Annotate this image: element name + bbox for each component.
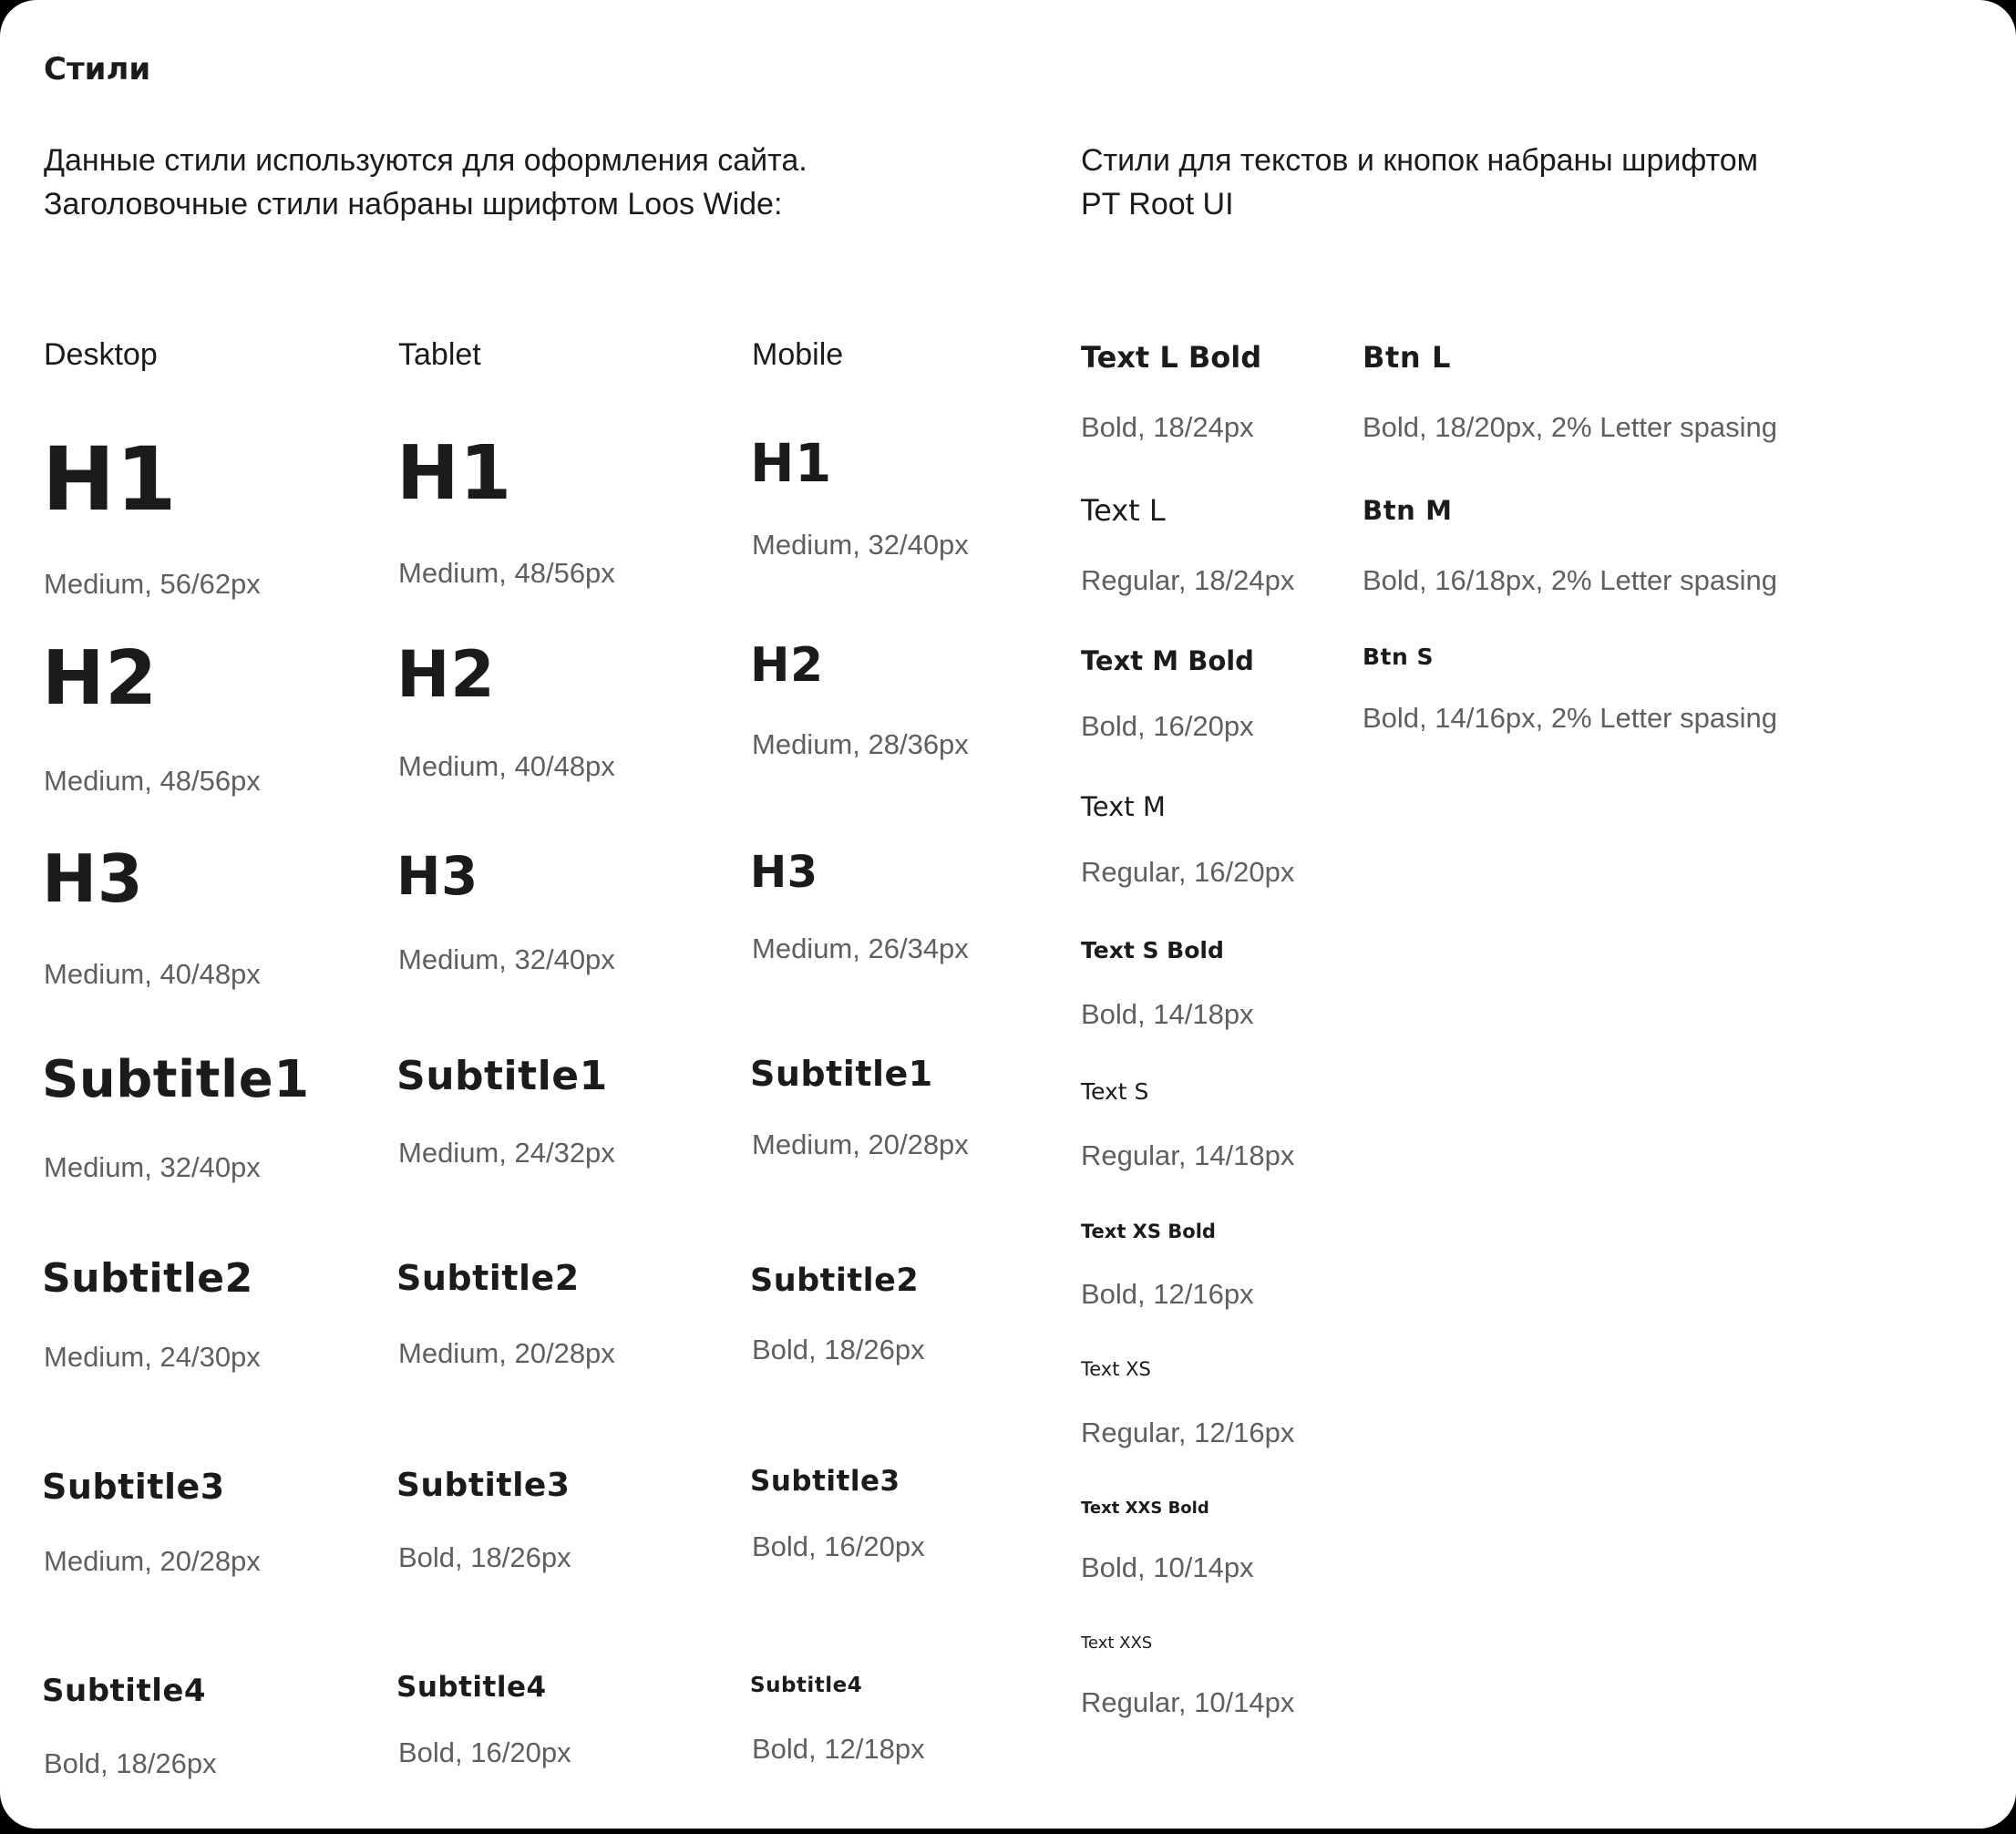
tablet-subtitle1-sample: Subtitle1 [396, 1053, 608, 1099]
intro-right-line-1: Стили для текстов и кнопок набраны шрифтом [1081, 143, 1759, 178]
tablet-h3-spec: Medium, 32/40px [398, 943, 615, 975]
intro-right [1081, 139, 1758, 226]
text-xxs-bold-sample: Text XXS Bold [1081, 1499, 1209, 1518]
tablet-subtitle1-spec: Medium, 24/32px [398, 1137, 615, 1169]
btn-m-sample: Btn M [1363, 495, 1453, 526]
tablet-h1-sample: H1 [396, 430, 512, 517]
desktop-subtitle2-sample: Subtitle2 [42, 1255, 253, 1302]
intro-left-line-2: Заголовочные стили набраны шрифтом Loos Wide: [44, 187, 783, 222]
text-m-sample: Text M [1081, 791, 1166, 822]
tablet-subtitle4-spec: Bold, 16/20px [398, 1736, 571, 1768]
tablet-subtitle3-sample: Subtitle3 [396, 1467, 571, 1504]
tablet-subtitle3-spec: Bold, 18/26px [398, 1541, 571, 1573]
text-l-bold-spec: Bold, 18/24px [1081, 411, 1254, 443]
text-xs-spec: Regular, 12/16px [1081, 1417, 1295, 1448]
page-title: Стили [44, 51, 151, 88]
desktop-h1-spec: Medium, 56/62px [44, 568, 261, 600]
desktop-subtitle3-sample: Subtitle3 [42, 1467, 225, 1507]
text-xs-sample: Text XS [1081, 1358, 1151, 1380]
tablet-h2-spec: Medium, 40/48px [398, 750, 615, 782]
desktop-h1-sample: H1 [42, 428, 178, 531]
desktop-h2-sample: H2 [42, 635, 158, 722]
text-m-bold-spec: Bold, 16/20px [1081, 710, 1254, 742]
mobile-h2-spec: Medium, 28/36px [752, 728, 969, 760]
intro-left [44, 139, 807, 226]
text-m-spec: Regular, 16/20px [1081, 856, 1295, 888]
desktop-subtitle2-spec: Medium, 24/30px [44, 1341, 261, 1373]
tablet-h1-spec: Medium, 48/56px [398, 557, 615, 589]
text-l-spec: Regular, 18/24px [1081, 564, 1295, 596]
desktop-subtitle1-sample: Subtitle1 [42, 1050, 310, 1109]
btn-s-spec: Bold, 14/16px, 2% Letter spasing [1363, 702, 1777, 734]
mobile-subtitle4-spec: Bold, 12/18px [752, 1733, 925, 1765]
desktop-h3-spec: Medium, 40/48px [44, 958, 261, 990]
tablet-h2-sample: H2 [396, 637, 496, 712]
mobile-subtitle3-spec: Bold, 16/20px [752, 1530, 925, 1562]
text-s-spec: Regular, 14/18px [1081, 1139, 1295, 1171]
mobile-subtitle3-sample: Subtitle3 [750, 1465, 900, 1498]
text-l-bold-sample: Text L Bold [1081, 340, 1262, 375]
mobile-subtitle2-sample: Subtitle2 [750, 1262, 920, 1299]
btn-s-sample: Btn S [1363, 644, 1435, 670]
btn-l-sample: Btn L [1363, 340, 1451, 375]
mobile-h3-spec: Medium, 26/34px [752, 932, 969, 964]
tablet-subtitle2-sample: Subtitle2 [396, 1258, 580, 1298]
tablet-subtitle4-sample: Subtitle4 [396, 1671, 547, 1704]
intro-right-line-2: PT Root UI [1081, 187, 1234, 222]
text-s-bold-sample: Text S Bold [1081, 937, 1224, 963]
text-s-sample: Text S [1081, 1078, 1149, 1105]
desktop-subtitle4-spec: Bold, 18/26px [44, 1747, 217, 1779]
desktop-h3-sample: H3 [42, 840, 144, 917]
column-header-mobile: Mobile [752, 337, 844, 372]
btn-m-spec: Bold, 16/18px, 2% Letter spasing [1363, 564, 1777, 596]
desktop-h2-spec: Medium, 48/56px [44, 765, 261, 797]
text-xxs-spec: Regular, 10/14px [1081, 1686, 1295, 1718]
column-header-desktop: Desktop [44, 337, 158, 372]
mobile-subtitle1-spec: Medium, 20/28px [752, 1128, 969, 1160]
text-xs-bold-sample: Text XS Bold [1081, 1221, 1216, 1242]
mobile-subtitle1-sample: Subtitle1 [750, 1054, 933, 1094]
tablet-subtitle2-spec: Medium, 20/28px [398, 1337, 615, 1369]
text-xxs-bold-spec: Bold, 10/14px [1081, 1551, 1254, 1583]
column-header-tablet: Tablet [398, 337, 481, 372]
mobile-h3-sample: H3 [750, 847, 818, 898]
text-s-bold-spec: Bold, 14/18px [1081, 998, 1254, 1030]
desktop-subtitle3-spec: Medium, 20/28px [44, 1545, 261, 1577]
intro-left-line-1: Данные стили используются для оформления сайта. [44, 143, 807, 178]
btn-l-spec: Bold, 18/20px, 2% Letter spasing [1363, 411, 1777, 443]
mobile-h2-sample: H2 [750, 638, 824, 693]
mobile-subtitle2-spec: Bold, 18/26px [752, 1334, 925, 1365]
desktop-subtitle1-spec: Medium, 32/40px [44, 1151, 261, 1183]
tablet-h3-sample: H3 [396, 845, 478, 907]
text-xxs-sample: Text XXS [1081, 1633, 1153, 1653]
desktop-subtitle4-sample: Subtitle4 [42, 1673, 207, 1709]
text-m-bold-sample: Text M Bold [1081, 645, 1254, 676]
mobile-h1-spec: Medium, 32/40px [752, 529, 969, 561]
mobile-h1-sample: H1 [750, 432, 832, 494]
mobile-subtitle4-sample: Subtitle4 [750, 1674, 863, 1697]
text-l-sample: Text L [1081, 493, 1166, 528]
text-xs-bold-spec: Bold, 12/16px [1081, 1278, 1254, 1310]
